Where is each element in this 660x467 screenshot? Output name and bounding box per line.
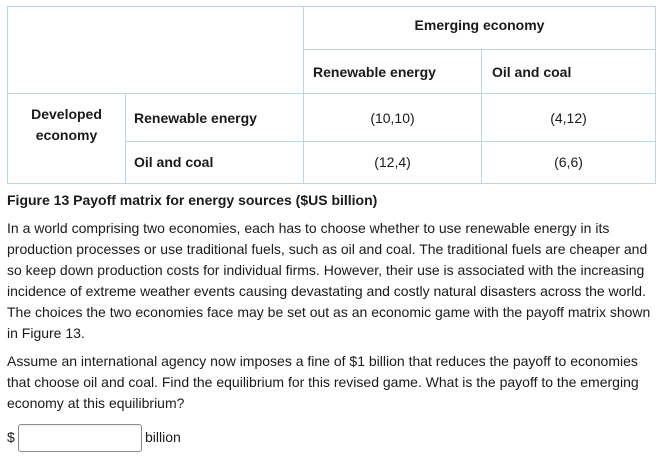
empty-corner-cell <box>8 7 304 94</box>
payoff-matrix <box>7 6 656 184</box>
col-header-renewable: Renewable energy <box>304 50 482 94</box>
emerging-economy-header: Emerging economy <box>304 7 656 50</box>
row-header-renewable: Renewable energy <box>126 94 304 141</box>
payoff-cell-renewable-oil: (4,12) <box>482 94 656 141</box>
payoff-cell-renewable-renewable: (10,10) <box>304 94 482 141</box>
question-paragraph: Assume an international agency now imposes a fine of $1 billion that reduces the payoff to economies that choose oil and coal. Find the equilibrium for this revised game. What is the payoff to the emerging economy at this equilibrium? <box>7 353 639 411</box>
developed-economy-label: Developed economy <box>31 106 102 144</box>
answer-input[interactable] <box>18 424 142 452</box>
unit-label: billion <box>145 429 181 445</box>
payoff-cell-oil-renewable: (12,4) <box>304 141 482 183</box>
currency-symbol: $ <box>7 429 15 445</box>
payoff-cell-oil-oil: (6,6) <box>482 141 656 183</box>
row-header-oil-coal: Oil and coal <box>126 141 304 183</box>
col-header-oil-coal: Oil and coal <box>482 50 656 94</box>
developed-economy-header <box>8 94 126 184</box>
figure-caption: Figure 13 Payoff matrix for energy sources ($US billion) <box>7 192 378 208</box>
context-paragraph: In a world comprising two economies, each has to choose whether to use renewable energy in its production processes or use traditional fuels, such as oil and coal. The traditional fuels are cheaper and so keep down production costs for individual firms. However, their use is associated with the increasing incidence of extreme weather events causing devastating and costly natural disasters across the world. The choices the two economies face may be set out as an economic game with the payoff matrix shown in Figure 13. <box>7 220 651 341</box>
